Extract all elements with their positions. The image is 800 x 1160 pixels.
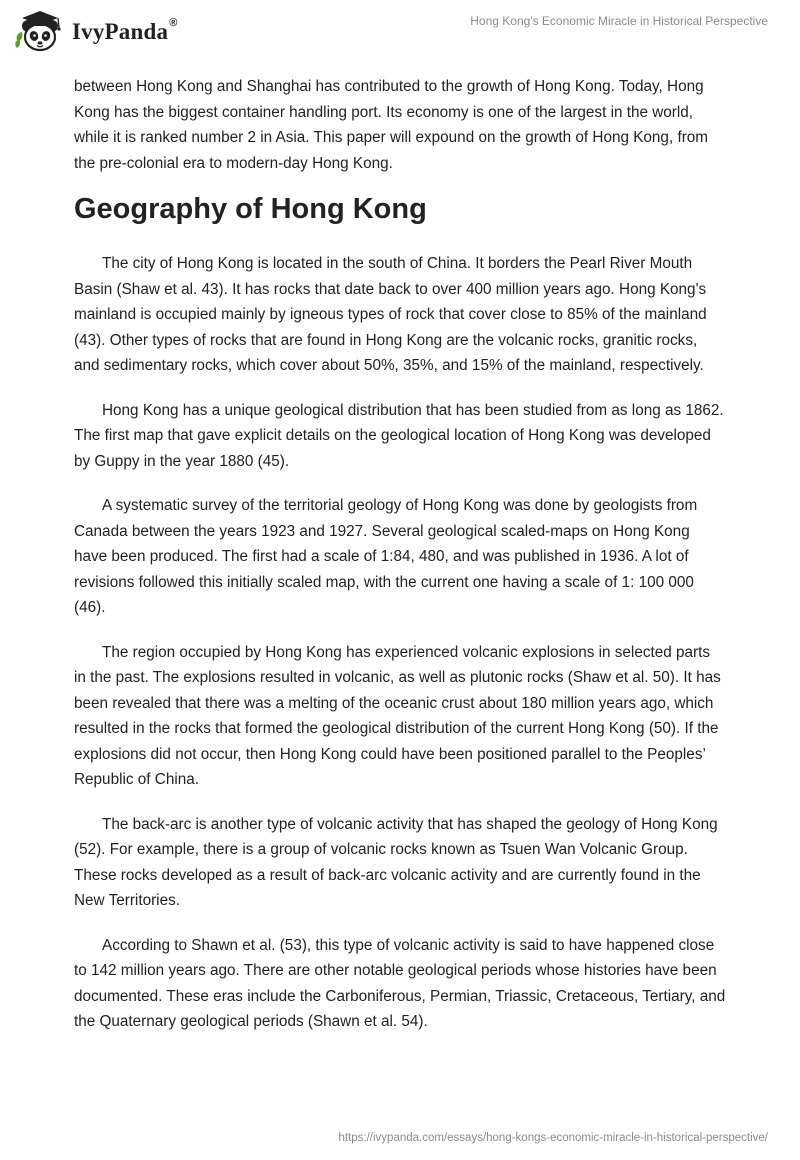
body-paragraph-1: The city of Hong Kong is located in the south of China. It borders the Pearl River Mouth Basin (Shaw et al. 43). It has rocks that date back to over 400 million years ago. Hong Kong's mainland is occupied mainly by igneous types of rock that cover close to 85% of the mainland (43). Other types of rocks that are found in Hong Kong are the volcanic rocks, granitic rocks, and sedimentary rocks, which cover about 50%, 35%, and 15% of the mainland, respectively. (74, 255, 707, 374)
registered-mark: ® (169, 17, 178, 30)
body-paragraph-6: According to Shawn et al. (53), this type of volcanic activity is said to have happened close to 142 million years ago. There are other notable geological periods whose histories have been documented. These eras include the Carboniferous, Permian, Triassic, Cretaceous, Tertiary, and the Quaternary geological periods (Shawn et al. 54). (74, 936, 726, 1030)
ivypanda-logo[interactable] (14, 8, 178, 54)
document-title: Hong Kong's Economic Miracle in Historical Perspective (470, 14, 768, 28)
logo-wordmark: IvyPanda® (72, 17, 178, 44)
body-paragraph-5: The back-arc is another type of volcanic activity that has shaped the geology of Hong Kong (52). For example, there is a group of volcanic rocks known as Tsuen Wan Volcanic Group. These rocks developed as a result of back-arc volcanic activity and are currently found in the New Territories. (74, 815, 718, 909)
source-url-link[interactable]: https://ivypanda.com/essays/hong-kongs-economic-miracle-in-historical-perspective/ (338, 1132, 768, 1144)
body-paragraph-4: The region occupied by Hong Kong has experienced volcanic explosions in selected parts in the past. The explosions resulted in volcanic, as well as plutonic rocks (Shaw et al. 50). It has been revealed that there was a melting of the oceanic crust about 180 million years ago, which resulted in the rocks that formed the geological distribution of the current Hong Kong (50). If the explosions did not occur, then Hong Kong could have been positioned parallel to the Peoples’ Republic of China. (74, 643, 721, 788)
section-heading: Geography of Hong Kong (74, 193, 427, 225)
body-paragraph-2: Hong Kong has a unique geological distribution that has been studied from as long as 1862. The first map that gave explicit details on the geological location of Hong Kong was developed by Guppy in the year 1880 (45). (74, 401, 724, 470)
intro-paragraph: between Hong Kong and Shanghai has contributed to the growth of Hong Kong. Today, Hong Kong has the biggest container handling port. Its economy is one of the largest in the world, while it is ranked number 2 in Asia. This paper will expound on the growth of Hong Kong, from the pre-colonial era to modern-day Hong Kong. (74, 78, 709, 172)
page-header (0, 0, 800, 60)
body-paragraph-3: A systematic survey of the territorial geology of Hong Kong was done by geologists from Canada between the years 1923 and 1927. Several geological scaled-maps on Hong Kong have been produced. The first had a scale of 1:84, 480, and was published in 1936. A lot of revisions followed this initially scaled map, with the current one having a scale of 1: 100 000 (46). (74, 497, 698, 616)
panda-graduate-icon (14, 8, 66, 54)
essay-content (74, 74, 726, 1054)
